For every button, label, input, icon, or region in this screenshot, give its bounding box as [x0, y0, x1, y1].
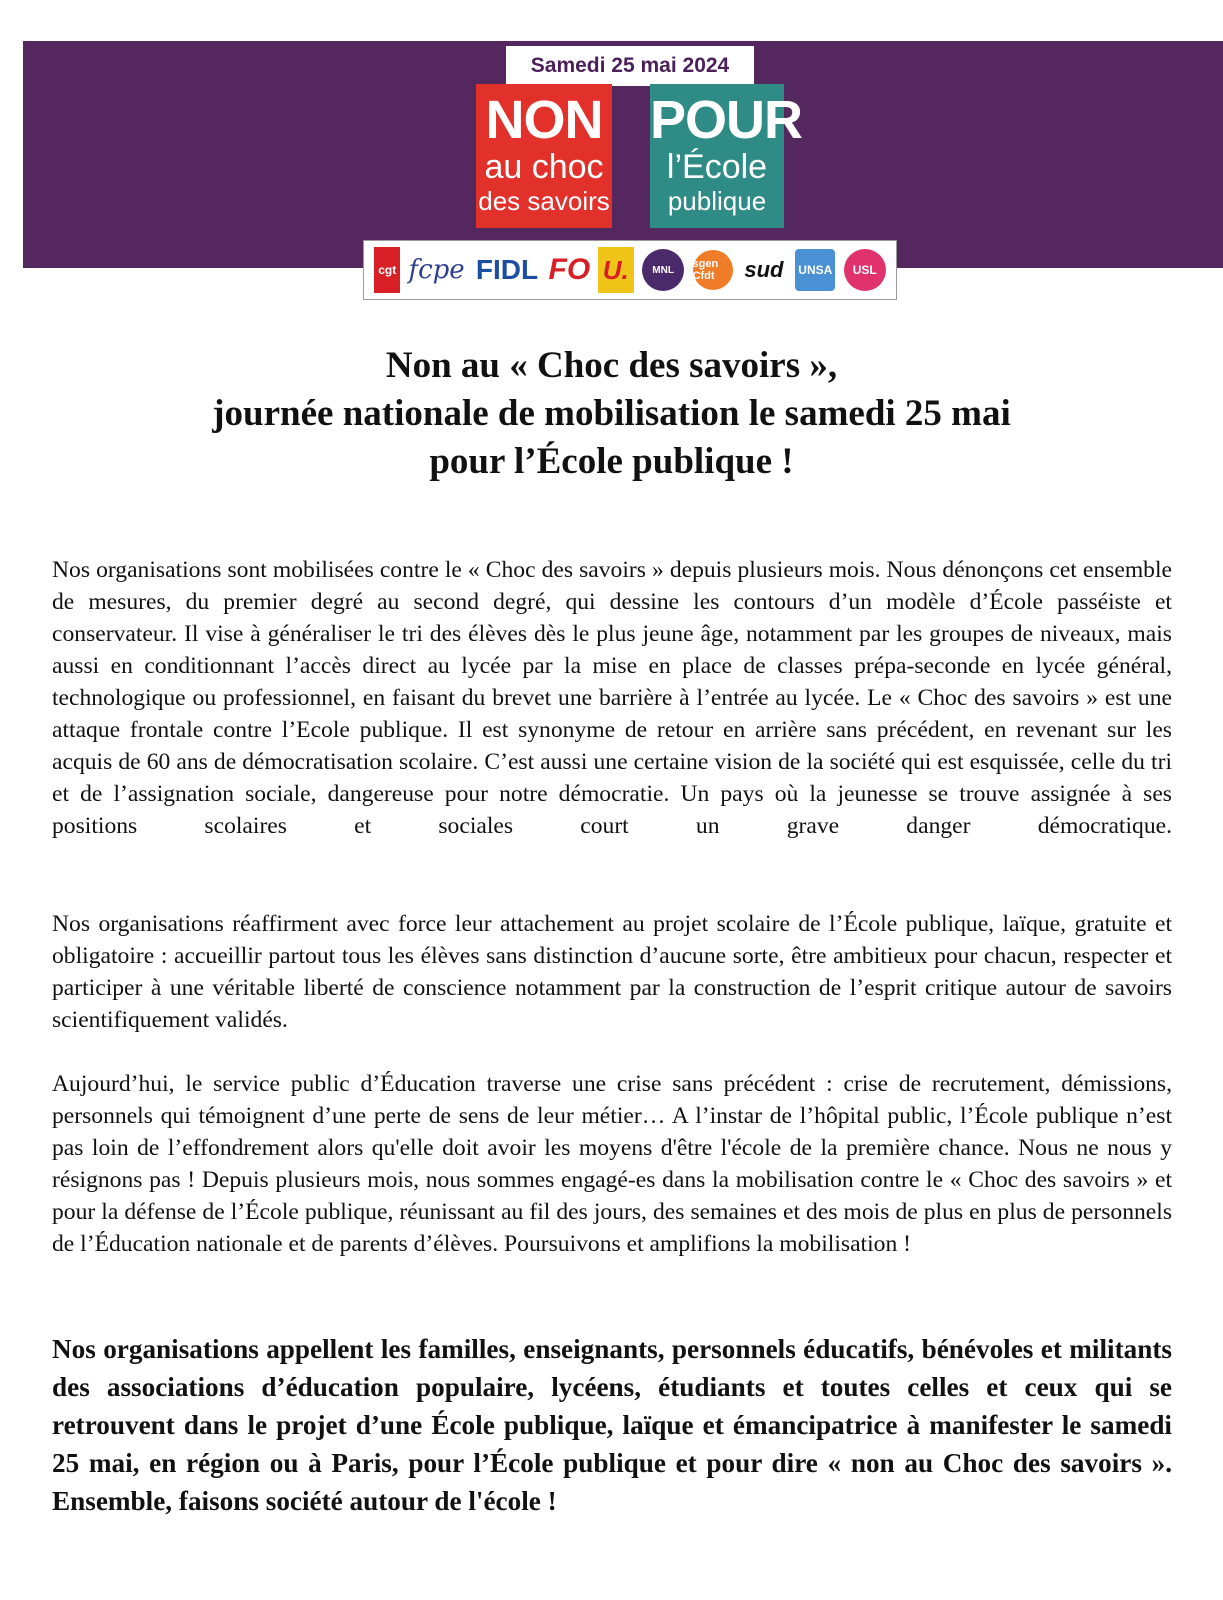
title-line-3: pour l’École publique !: [429, 441, 794, 482]
fcpe-logo: fcpe: [408, 255, 465, 285]
pour-line2: publique: [667, 186, 767, 216]
paragraph-3: Aujourd’hui, le service public d’Éducation traverse une crise sans précédent : crise de recrutement, démissions, personnels qui témoignent d’une perte de sens de leur métier… A l’instar de l’hôpital public, l’École publique n’est pas loin de l’effondrement alors qu'elle doit avoir les moyens d'être l'école de la première chance. Nous ne nous y résignons pas ! Depuis plusieurs mois, nous sommes engagé-es dans la mobilisation contre le « Choc des savoirs » et pour la défense de l’École publique, réunissant au fil des jours, des semaines et des mois de plus en plus de personnels de l’Éducation nationale et de parents d’élèves. Poursuivons et amplifions la mobilisation !: [52, 1071, 1172, 1257]
pour-heading: POUR: [650, 90, 803, 150]
non-heading: NON: [485, 90, 603, 150]
paragraph-1: Nos organisations sont mobilisées contre le « Choc des savoirs » depuis plusieurs mois. Nous dénonçons cet ensemble de mesures, du premier degré au second degré, qui dessine les contours d’un modèle d’École passéiste et conservateur. Il vise à généraliser le tri des élèves dès le plus jeune âge, notamment par les groupes de niveaux, mais aussi en conditionnant l’accès direct au lycée par la mise en place de classes prépa-seconde en lycée général, technologique ou professionnel, en faisant du brevet une barrière à l’entrée au lycée. Le « Choc des savoirs » est une attaque frontale contre l’Ecole publique. Il est synonyme de retour en arrière sans précédent, en revenant sur les acquis de 60 ans de démocratisation scolaire. C’est aussi une certaine vision de la société qui est esquissée, celle du tri et de l’assignation sociale, dangereuse pour notre démocratie. Un pays où la jeunesse se trouve assignée à ses positions scolaires et sociales court un grave danger démocratique.: [52, 557, 1172, 839]
sud-logo: sud: [744, 257, 784, 282]
non-line1: au choc: [484, 148, 604, 186]
page-title: [100, 342, 1123, 486]
sgen-cfdt-logo: sgen Cfdt: [693, 250, 733, 290]
mnl-logo: MNL: [642, 249, 684, 291]
fo-logo: FO: [548, 253, 591, 286]
pour-block: [650, 84, 803, 228]
title-line-1: Non au « Choc des savoirs »,: [385, 345, 838, 386]
fsu-logo: U.: [598, 247, 634, 293]
pour-line1: l’École: [666, 148, 768, 186]
paragraph-2: Nos organisations réaffirment avec force leur attachement au projet scolaire de l’École publique, laïque, gratuite et obligatoire : accueillir partout tous les élèves sans distinction d’aucune sorte, être ambitieux pour chacun, respecter et participer à une véritable liberté de conscience notamment par la construction de l’esprit critique autour de savoirs scientifiquement validés.: [52, 911, 1172, 1033]
union-logos-strip: [363, 240, 897, 300]
date-tag: Samedi 25 mai 2024: [506, 46, 754, 86]
call-to-action-paragraph: Nos organisations appellent les familles, enseignants, personnels éducatifs, bénévoles et militants des associations d’éducation populaire, lycéens, étudiants et toutes celles et ceux qui se retrouvent dans le projet d’une École publique, laïque et émancipatrice à manifester le samedi 25 mai, en région ou à Paris, pour l’École publique et pour dire « non au Choc des savoirs ». Ensemble, faisons société autour de l'école !: [52, 1334, 1172, 1516]
fidl-logo: FIDL: [475, 254, 539, 285]
usl-logo: USL: [844, 249, 886, 291]
cgt-logo: cgt: [374, 247, 400, 293]
non-line2: des savoirs: [478, 186, 610, 216]
unsa-logo: UNSA: [795, 249, 835, 291]
non-block: [476, 84, 612, 228]
title-line-2: journée nationale de mobilisation le samedi 25 mai: [212, 393, 1011, 434]
